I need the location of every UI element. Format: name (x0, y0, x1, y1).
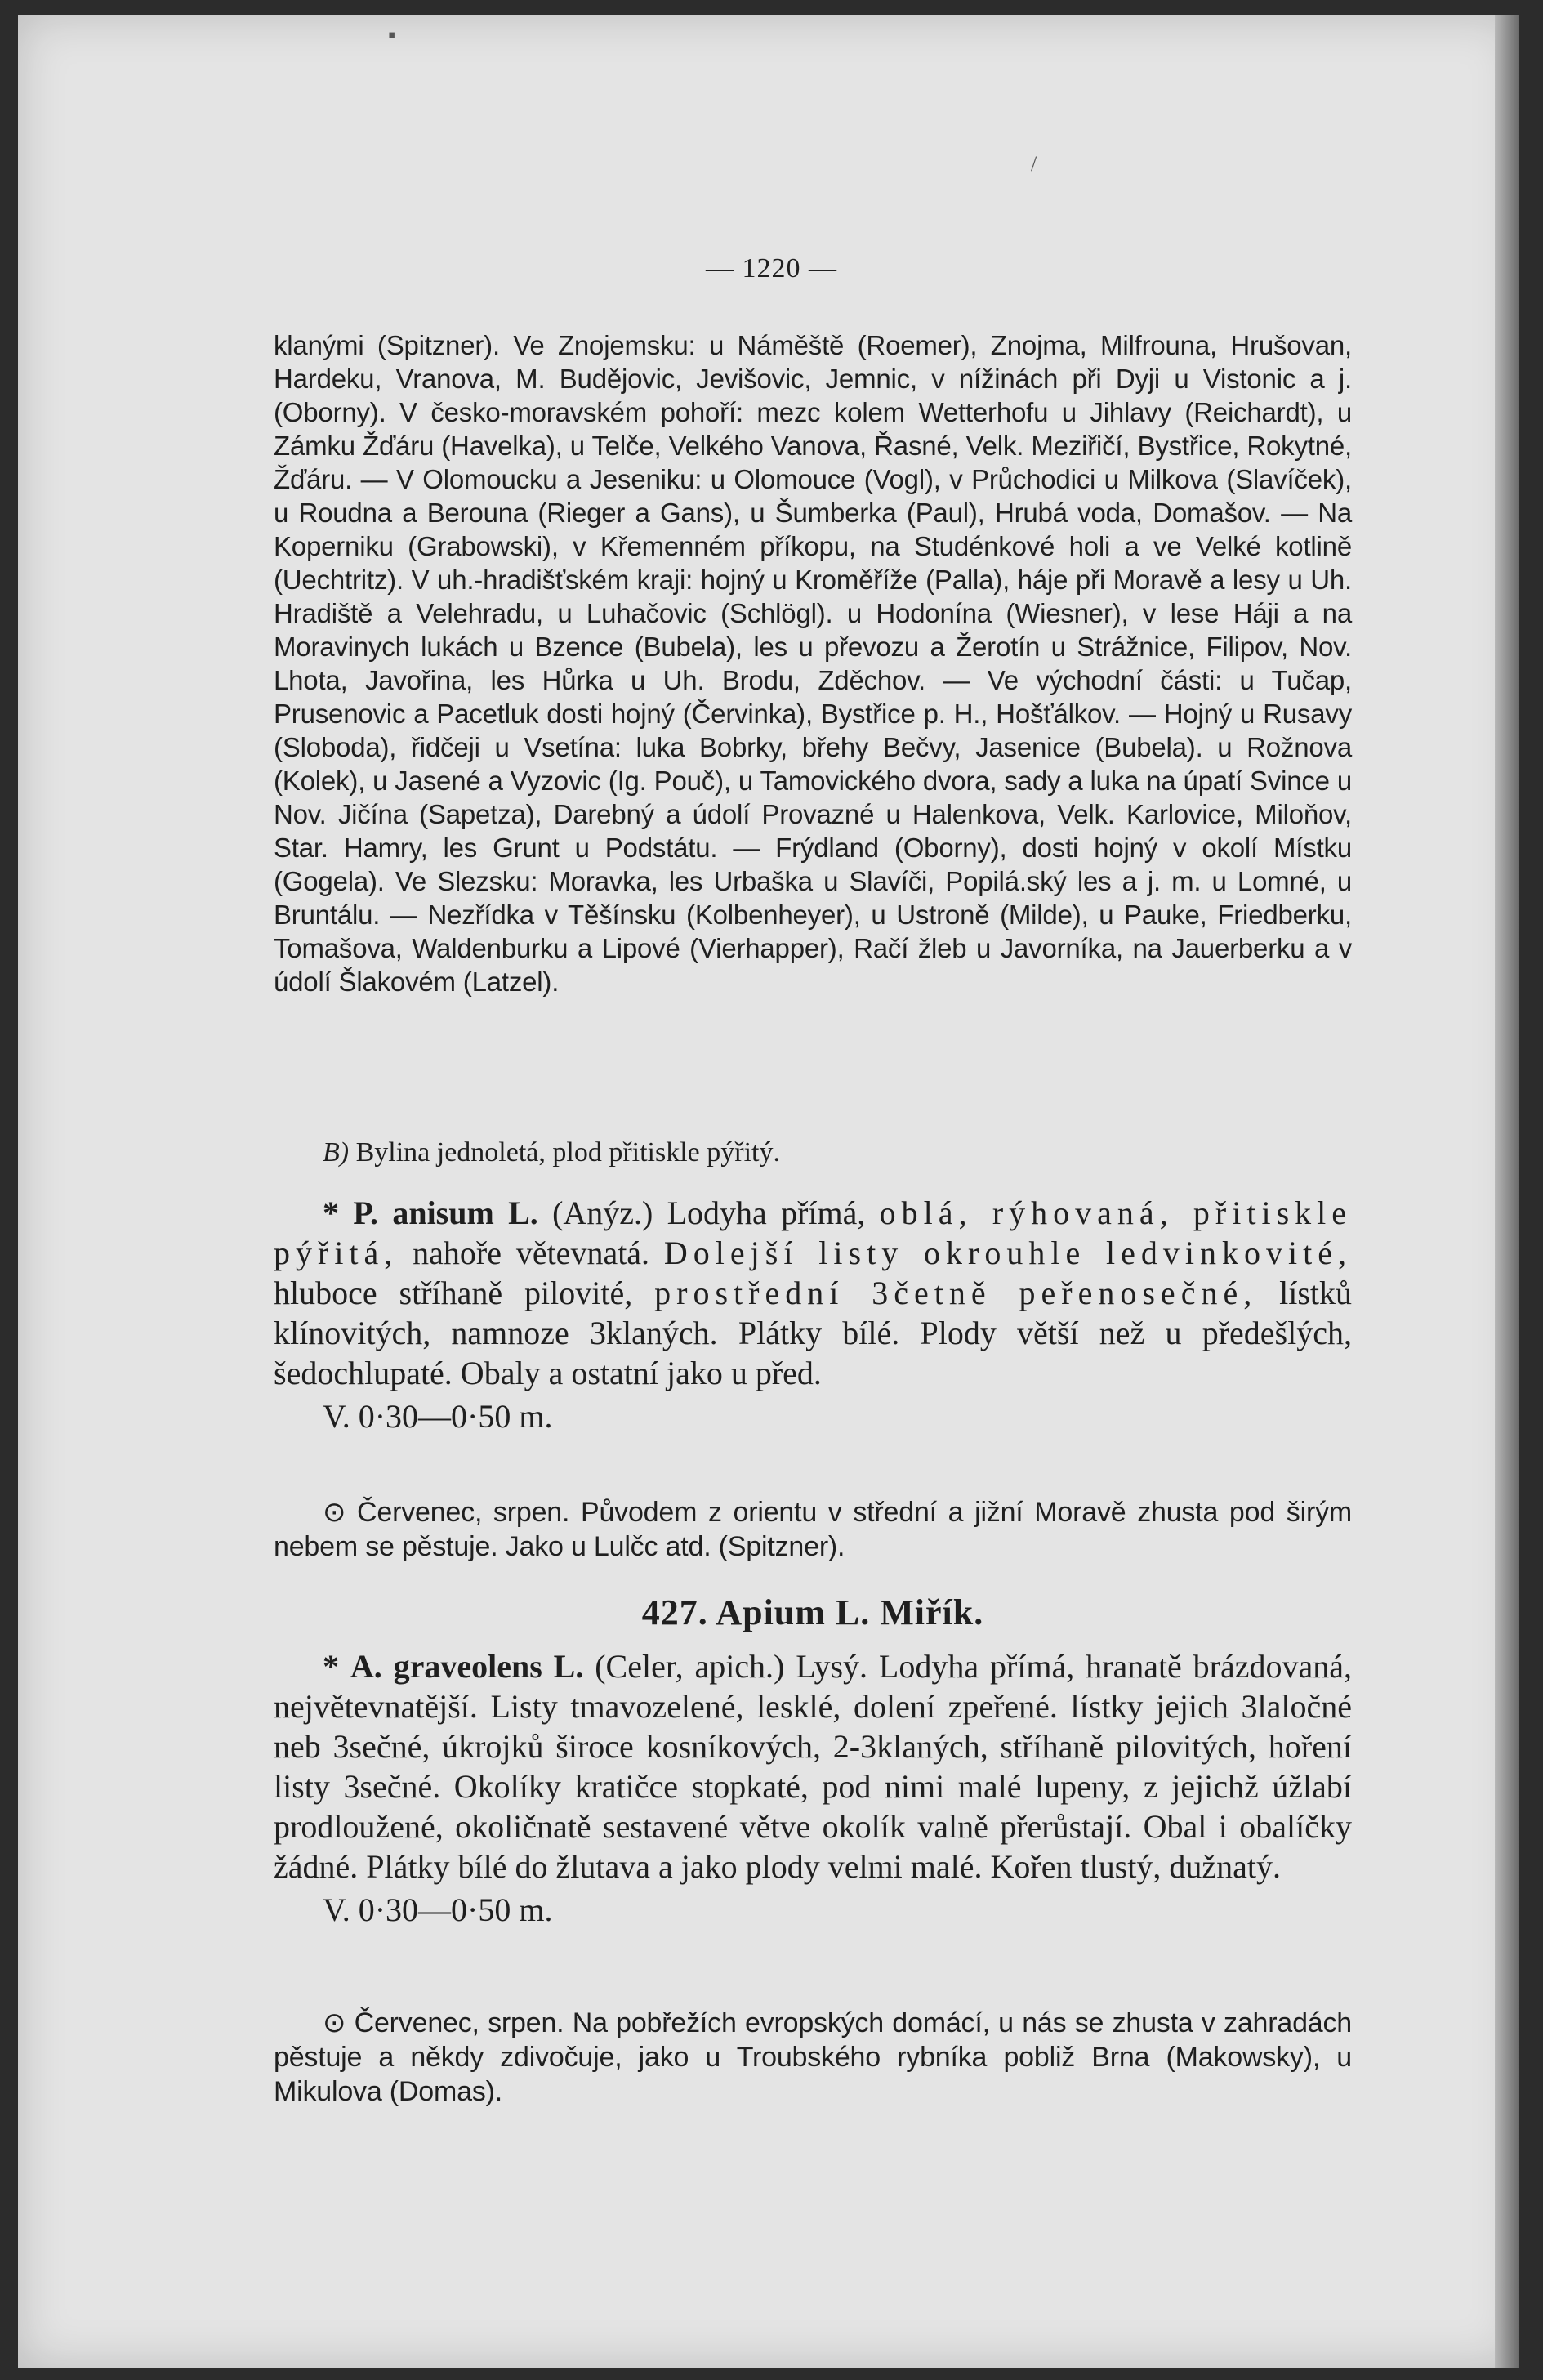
graveolens-name: A. graveolens L. (350, 1648, 584, 1685)
anisum-name: P. anisum L. (353, 1194, 538, 1231)
anisum-s2: Dolejší listy okrouhle ledvinkovité, (663, 1235, 1353, 1271)
graveolens-flowering-block (274, 2006, 1352, 2109)
page-number: — 1220 — (706, 253, 837, 284)
anisum-flowering-block (274, 1495, 1352, 1564)
anisum-size: V. 0·30—0·50 m. (323, 1398, 553, 1435)
anisum-t4: lístků klínovitých, namnoze 3klaných. Plátky bílé. Plody větší než u předešlých, šedochlupaté. Obaly a ostatní jako u před. (274, 1275, 1353, 1391)
anisum-flowering: ⊙ Červenec, srpen. (323, 1497, 570, 1528)
anisum-t1: (Anýz.) Lodyha přímá, (552, 1194, 866, 1231)
graveolens-flowering: ⊙ Červenec, srpen. (323, 2007, 564, 2038)
anisum-star: * (323, 1194, 339, 1231)
pencil-mark: / (1031, 152, 1037, 176)
anisum-s3: prostřední 3četně peřenosečné, (654, 1275, 1258, 1311)
graveolens-size: V. 0·30—0·50 m. (323, 1891, 553, 1928)
section-b-marker: B) (323, 1137, 350, 1168)
section-b-text: Bylina jednoletá, plod přitiskle pýřitý. (355, 1137, 780, 1168)
print-speck: ▪ (388, 23, 396, 47)
graveolens-note: Na pobřežích evropských domácí, u nás se zhusta v zahradách pěstuje a někdy zdivočuje, jako u Troubského rybníka pobliž Brna (Makowsky), u Mikulova (Domas). (274, 2007, 1352, 2107)
anisum-s1: oblá, rýhovaná, přitiskle pýřitá, (274, 1194, 1353, 1271)
section-b (274, 1136, 1352, 1170)
genus-heading: 427. Apium L. Miřík. (641, 1592, 984, 1632)
graveolens-entry (274, 1646, 1352, 1930)
graveolens-text: (Celer, apich.) Lysý. Lodyha přímá, hranatě brázdovaná, největevnatější. Listy tmavozelené, lesklé, dolení zpeřené. lístky jejich 3laločné neb 3sečné, úkrojků široce kosníkových, 2-3klaných, stříhaně pilovitých, hoření listy 3sečné. Okolíky kratičce stopkaté, pod nimi malé lupeny, z jejichž úžlabí prodloužené, okoličnatě sestavené větve okolík valně přerůstají. Obal i obalíčky žádné. Plátky bílé do žlutava a jako plody velmi malé. Kořen tlustý, dužnatý. (274, 1648, 1353, 1885)
locality-paragraph: klanými (Spitzner). Ve Znojemsku: u Náměště (Roemer), Znojma, Milfrouna, Hrušovan, Hardeku, Vranova, M. Budějovic, Jevišovic, Jemnic, v nížinách při Dyji u Vistonic a j. (Oborny). V česko-moravském pohoří: mezc kolem Wetterhofu u Jihlavy (Reichardt), u Zámku Žďáru (Havelka), u Telče, Velkého Vanova, Řasné, Velk. Meziřičí, Bystřice, Rokytné, Žďáru. — V Olomoucku a Jeseniku: u Olomouce (Vogl), v Průchodici u Milkova (Slavíček), u Roudna a Berouna (Rieger a Gans), u Šumberka (Paul), Hrubá voda, Domašov. — Na Koperniku (Grabowski), v Křemenném příkopu, na Studénkové holi a ve Velké kotlině (Uechtritz). V uh.-hradišťském kraji: hojný u Kroměříže (Palla), háje při Moravě a lesy u Uh. Hradiště a Velehradu, u Luhačovic (Schlögl). u Hodonína (Wiesner), v lese Háji a na Moravinych lukách u Bzence (Bubela), les u převozu a Žerotín u Strážnice, Filipov, Nov. Lhota, Javořina, les Hůrka u Uh. Brodu, Zděchov. — Ve východní části: u Tučap, Prusenovic a Pacetluk dosti hojný (Červinka), Bystřice p. H., Hošťálkov. — Hojný u Rusavy (Sloboda), řidčeji u Vsetína: luka Bobrky, břehy Bečvy, Jasenice (Bubela). u Rožnova (Kolek), u Jasené a Vyzovic (Ig. Pouč), u Tamovického dvora, sady a luka na úpatí Svince u Nov. Jičína (Sapetza), Darebný a údolí Provazné u Halenkova, Velk. Karlovice, Miloňov, Star. Hamry, les Grunt u Podstátu. — Frýdland (Oborny), dosti hojný v okolí Místku (Gogela). Ve Slezsku: Moravka, les Urbaška u Slavíči, Popilá.ský les a j. m. u Lomné, u Bruntálu. — Nezřídka v Těšínsku (Kolbenheyer), u Ustroně (Milde), u Pauke, Friedberku, Tomašova, Waldenburku a Lipové (Vierhapper), Račí žleb u Javorníka, na Jauerberku a v údolí Šlakovém (Latzel). (274, 330, 1352, 997)
anisum-t2: nahoře větevnatá. (413, 1235, 650, 1271)
anisum-t3: hluboce stříhaně pilovité, (274, 1275, 633, 1311)
page-edge-shadow (1495, 15, 1519, 2368)
anisum-note: Původem z orientu v střední a jižní Moravě zhusta pod širým nebem se pěstuje. Jako u Lulčc atd. (Spitzner). (274, 1497, 1352, 1562)
graveolens-star: * (323, 1648, 339, 1685)
anisum-entry (274, 1193, 1352, 1436)
